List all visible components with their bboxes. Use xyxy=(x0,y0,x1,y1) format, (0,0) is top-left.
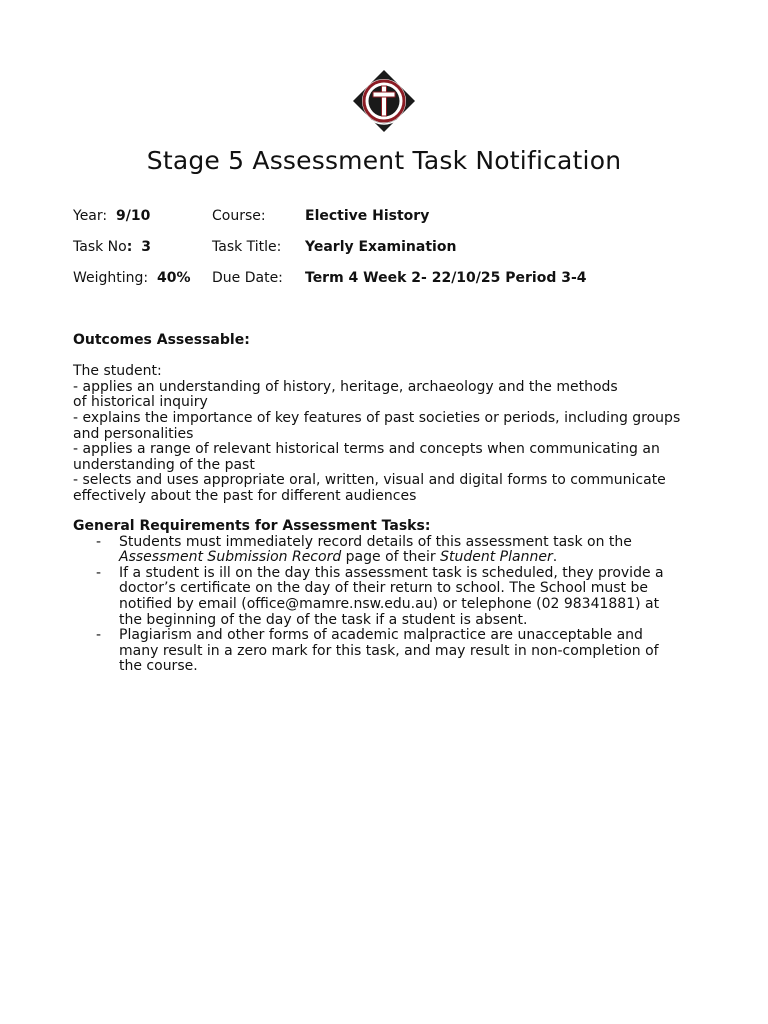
year-value: 9/10 xyxy=(116,208,151,224)
outcome-line: - explains the importance of key features of past societies or periods, including groups xyxy=(73,409,681,426)
info-row-weighting xyxy=(73,270,713,290)
course-label: Course: xyxy=(212,208,266,224)
weighting-value: 40% xyxy=(157,270,191,286)
list-dash: - xyxy=(96,533,102,550)
requirements-list xyxy=(73,535,683,675)
outcomes-section xyxy=(73,333,713,505)
outcome-line: - applies a range of relevant historical terms and concepts when communicating an xyxy=(73,441,660,458)
outcome-line: effectively about the past for different audiences xyxy=(73,487,417,504)
outcome-line: and personalities xyxy=(73,425,194,442)
task-title-value: Yearly Examination xyxy=(305,239,457,255)
info-row-year-course xyxy=(73,208,713,228)
requirements-heading: General Requirements for Assessment Tasks: xyxy=(73,518,431,534)
outcomes-heading: Outcomes Assessable: xyxy=(73,332,250,348)
list-item: - If a student is ill on the day this assessment task is scheduled, they provide a doctor’s certificate on the day of their return to school. The School must be notified by email (office@mamre.nsw.edu.au) or telephone (02 98341881) at the beginning of the day of the task if a student is absent. xyxy=(96,564,664,628)
outcome-line: - selects and uses appropriate oral, written, visual and digital forms to communicate xyxy=(73,472,666,489)
list-dash: - xyxy=(96,627,102,644)
outcome-line: understanding of the past xyxy=(73,456,255,473)
list-dash: - xyxy=(96,564,102,581)
outcome-line: - applies an understanding of history, heritage, archaeology and the methods xyxy=(73,378,618,395)
outcome-line: of historical inquiry xyxy=(73,394,208,411)
school-crest-icon xyxy=(351,68,417,134)
weighting-label: Weighting: 40% xyxy=(73,270,191,286)
course-value: Elective History xyxy=(305,208,430,224)
list-item: - Plagiarism and other forms of academic malpractice are unacceptable and many result in a zero mark for this task, and may result in non-completion of the course. xyxy=(96,627,659,675)
due-date-label: Due Date: xyxy=(212,270,283,286)
info-row-task xyxy=(73,239,713,259)
list-item: - Students must immediately record details of this assessment task on the Assessment Submission Record page of their Student Planner. xyxy=(96,533,632,566)
task-no-value: 3 xyxy=(141,239,151,255)
task-title-label: Task Title: xyxy=(212,239,282,255)
requirements-section xyxy=(73,519,683,675)
due-date-value: Term 4 Week 2- 22/10/25 Period 3-4 xyxy=(305,270,587,286)
outcomes-intro: The student: xyxy=(73,363,162,380)
year-label: Year: 9/10 xyxy=(73,208,151,224)
task-no-label: Task No: 3 xyxy=(73,239,151,255)
page-title: Stage 5 Assessment Task Notification xyxy=(146,146,622,175)
